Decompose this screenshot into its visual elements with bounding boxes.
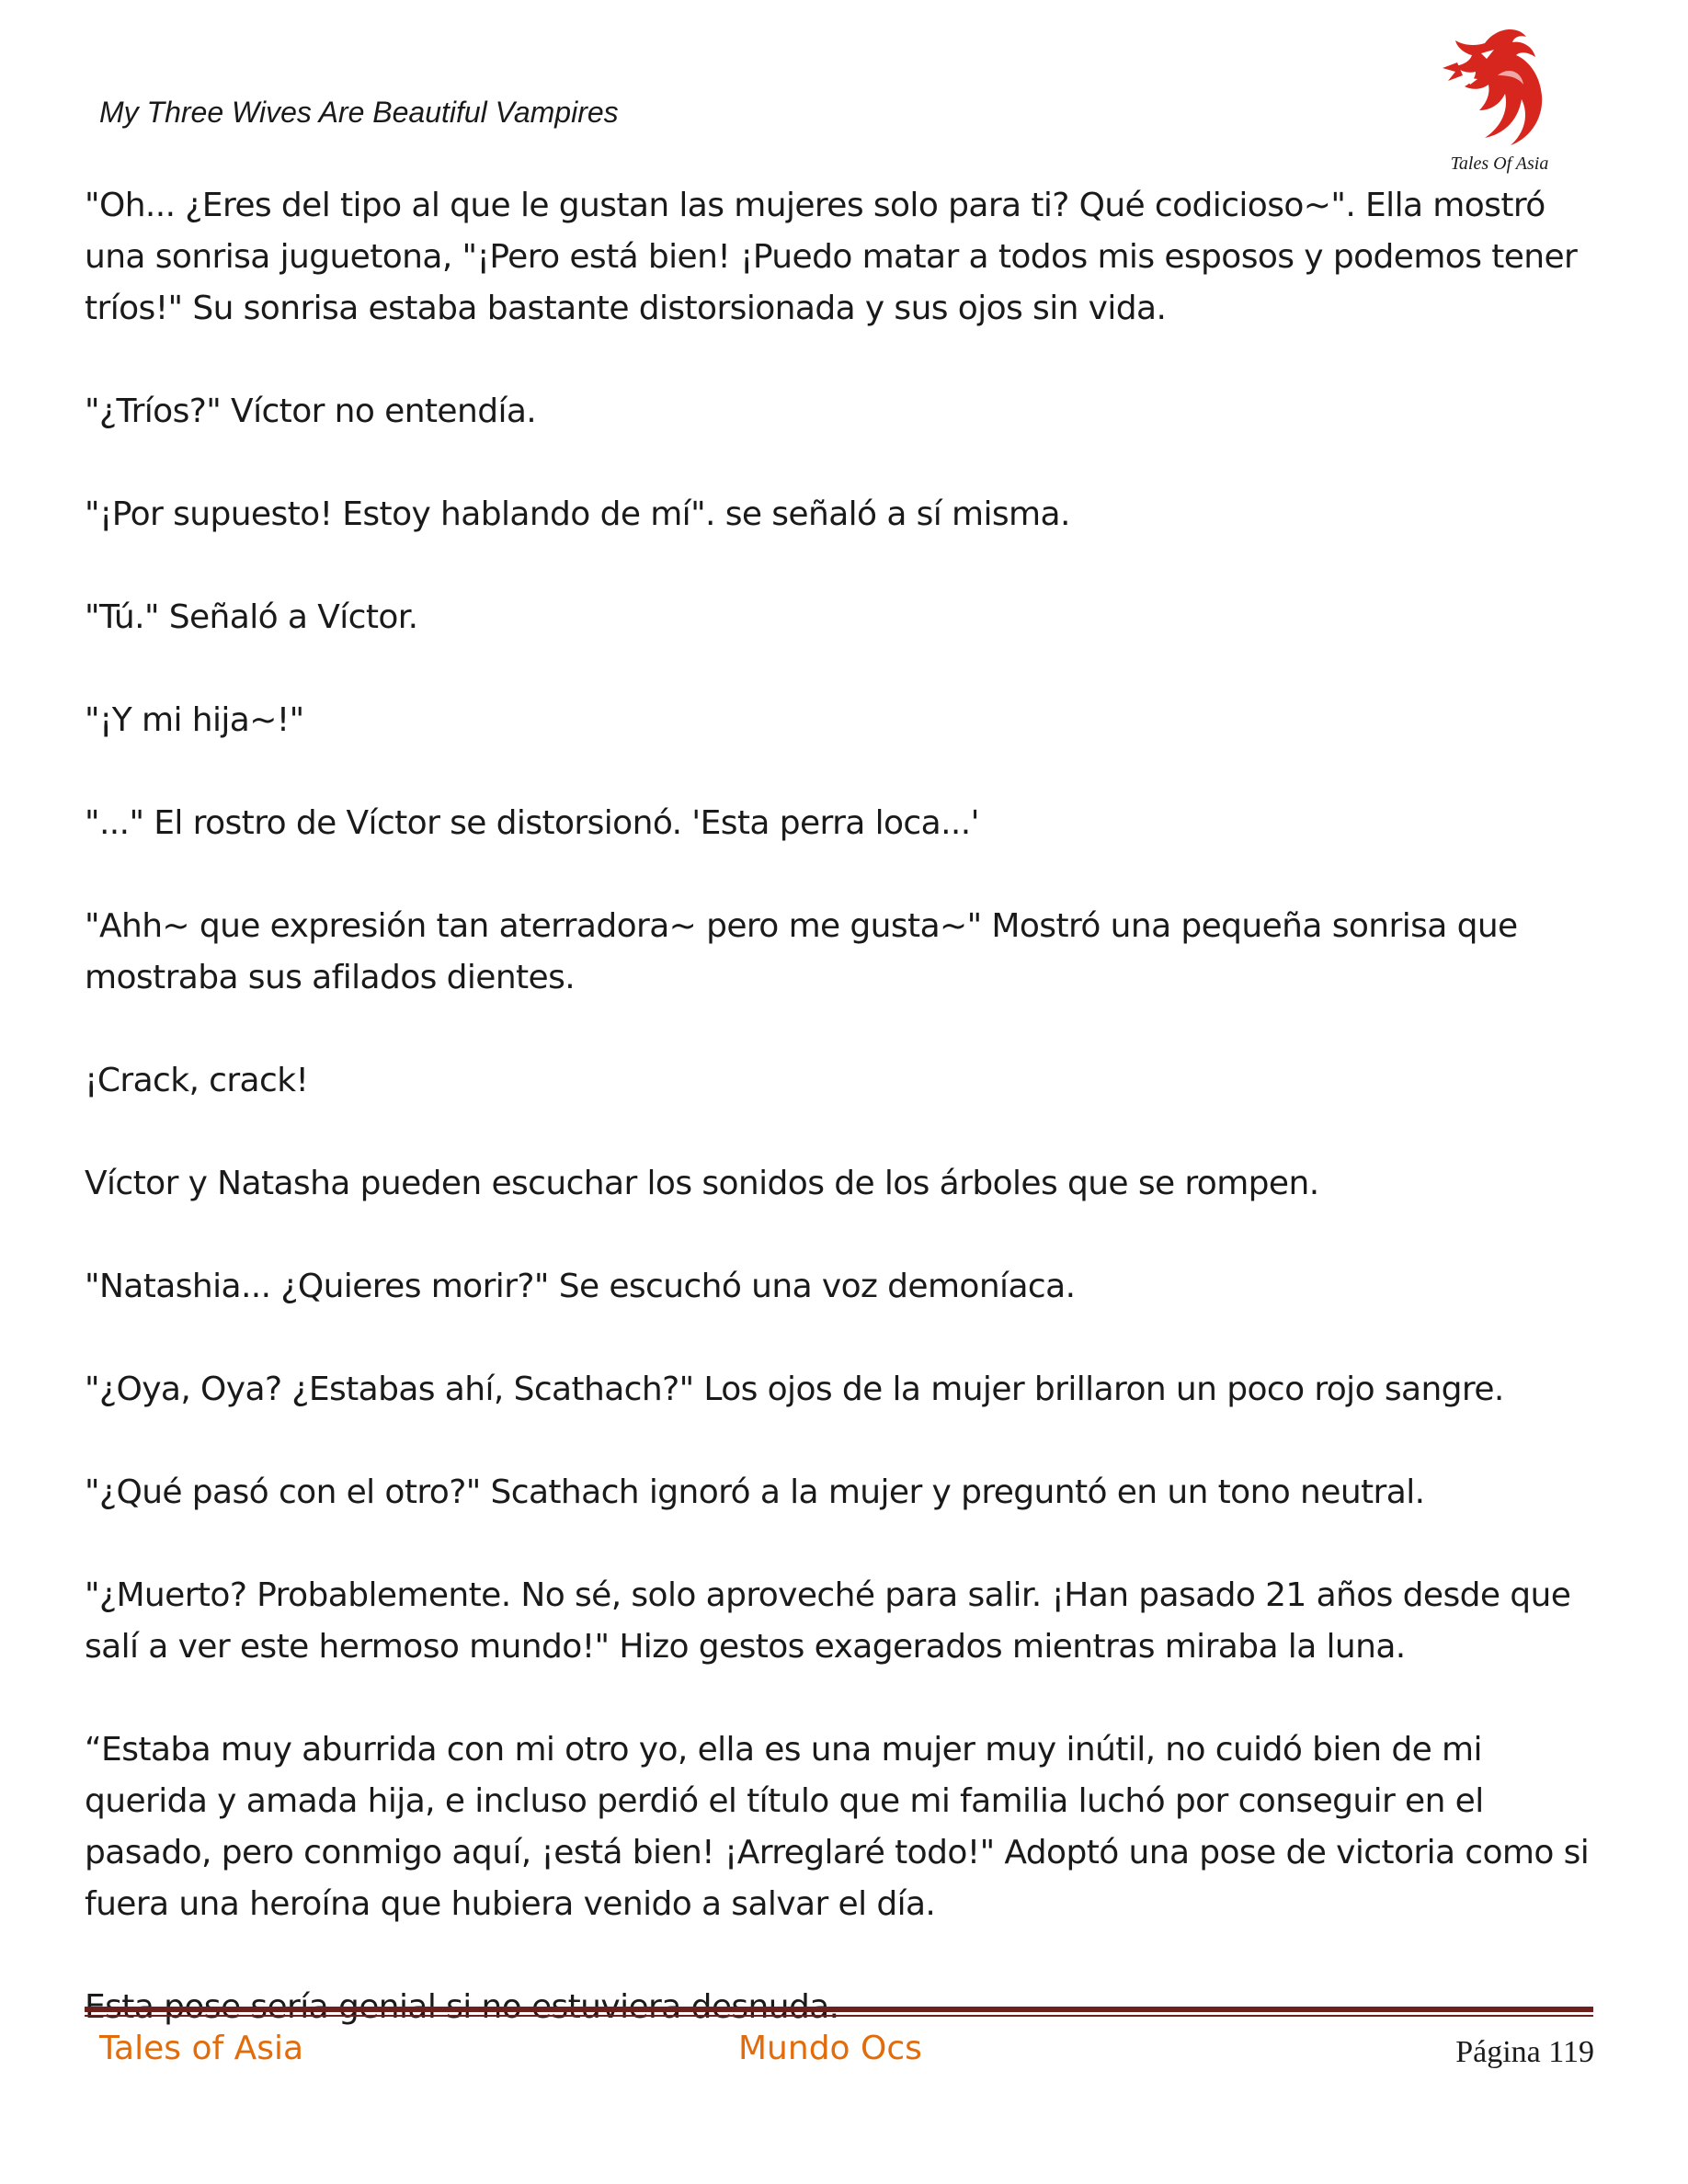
paragraph: "¿Tríos?" Víctor no entendía. [85, 392, 537, 430]
paragraph: "Natashia... ¿Quieres morir?" Se escuchó una voz demoníaca. [85, 1268, 1076, 1305]
paragraph: "¡Por supuesto! Estoy hablando de mí". se señaló a sí misma. [85, 495, 1070, 533]
paragraph: "Tú." Señaló a Víctor. [85, 598, 418, 636]
paragraph: ¡Crack, crack! [85, 1062, 309, 1099]
paragraph: “Estaba muy aburrida con mi otro yo, ella es una mujer muy inútil, no cuidó bien de mi querida y amada hija, e incluso perdió el título que mi familia luchó por conseguir en el pasado, pero conmigo aquí, ¡está bien! ¡Arreglaré todo!" Adoptó una pose de victoria como si fuera una heroína que hubiera venido a salvar el día. [85, 1731, 1590, 1923]
logo-text: Tales Of Asia [1450, 154, 1549, 174]
dragon-logo-icon [1430, 20, 1568, 181]
paragraph: "..." El rostro de Víctor se distorsionó. 'Esta perra loca...' [85, 804, 979, 842]
footer-group-name: Mundo Ocs [738, 2030, 922, 2067]
paragraph: "¿Muerto? Probablemente. No sé, solo aproveché para salir. ¡Han pasado 21 años desde que salí a ver este hermoso mundo!" Hizo gestos exagerados mientras miraba la luna. [85, 1576, 1571, 1666]
paragraph: "¡Y mi hija~!" [85, 701, 304, 739]
paragraph: "¿Qué pasó con el otro?" Scathach ignoró a la mujer y preguntó en un tono neutral. [85, 1473, 1425, 1511]
tales-of-asia-logo [1430, 20, 1568, 181]
paragraph: "Oh... ¿Eres del tipo al que le gustan las mujeres solo para ti? Qué codicioso~". Ella mostró una sonrisa juguetona, "¡Pero está bien! ¡Puedo matar a todos mis esposos y podemos tener tríos!" Su sonrisa estaba bastante distorsionada y sus ojos sin vida. [85, 187, 1578, 327]
footer-divider [85, 2007, 1593, 2012]
document-body [85, 180, 1611, 2033]
footer-site-name: Tales of Asia [99, 2030, 304, 2067]
paragraph: Víctor y Natasha pueden escuchar los sonidos de los árboles que se rompen. [85, 1165, 1319, 1202]
paragraph: "¿Oya, Oya? ¿Estabas ahí, Scathach?" Los ojos de la mujer brillaron un poco rojo sangre. [85, 1371, 1504, 1408]
paragraph: "Ahh~ que expresión tan aterradora~ pero me gusta~" Mostró una pequeña sonrisa que mostraba sus afilados dientes. [85, 907, 1518, 996]
page-number: Página 119 [1455, 2035, 1594, 2069]
footer-divider-thin [85, 2015, 1593, 2017]
document-header-title: My Three Wives Are Beautiful Vampires [99, 96, 619, 129]
